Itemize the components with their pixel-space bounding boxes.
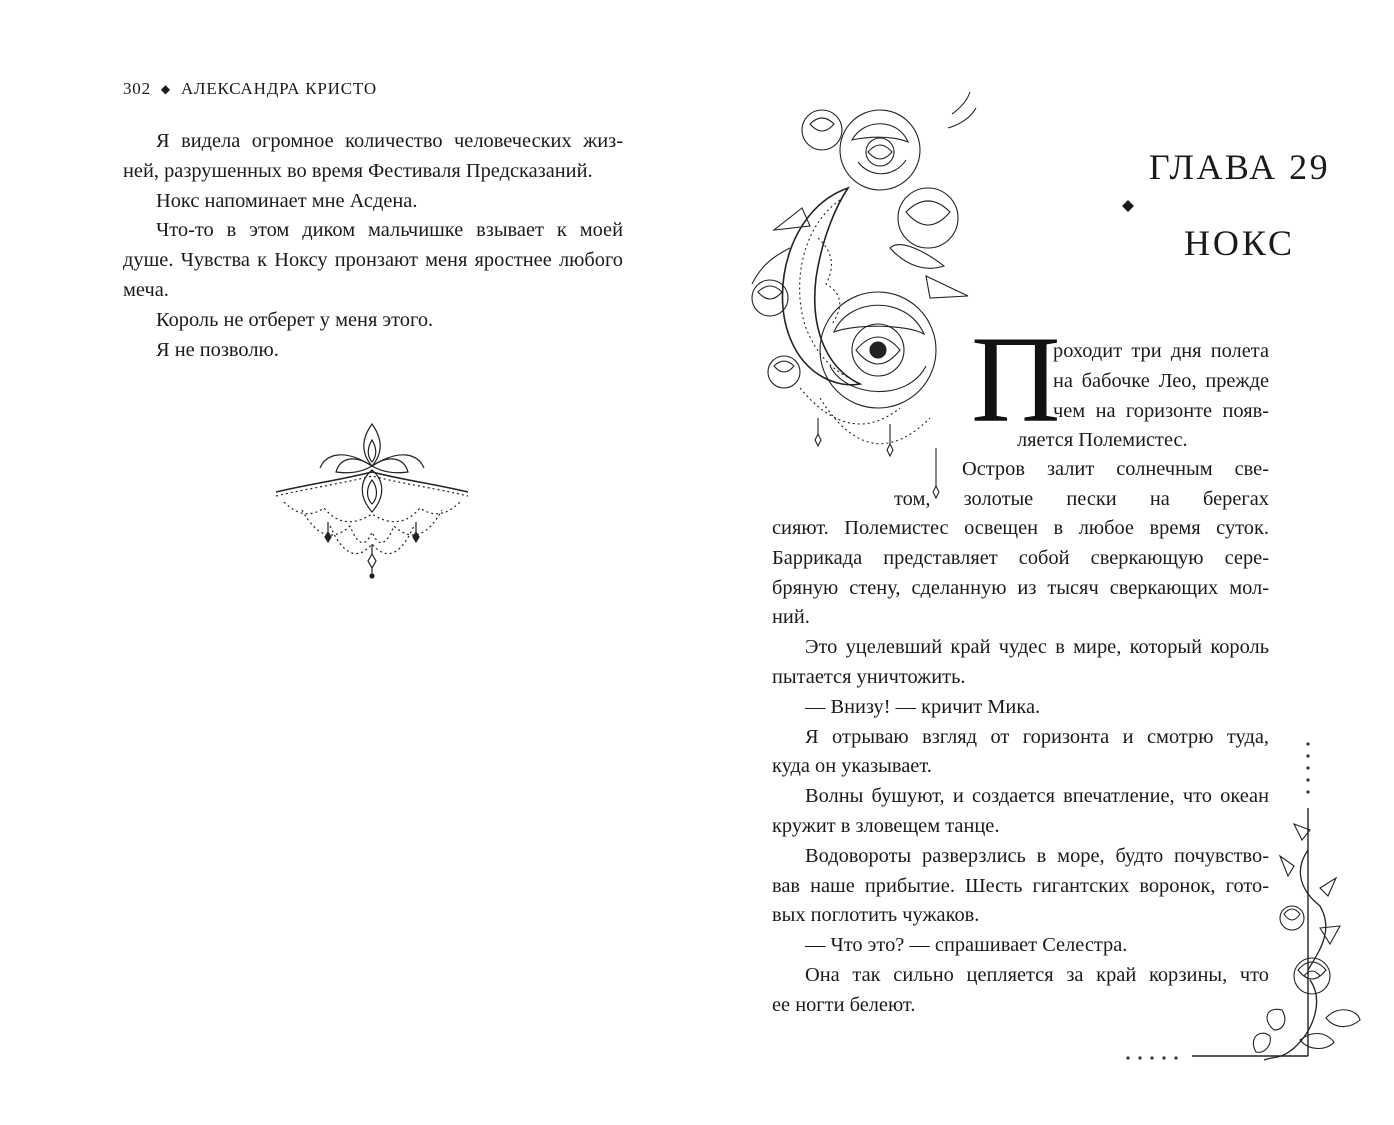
text-line: вых поглотить чужаков. — [772, 904, 980, 927]
text-line: ее ногти белеют. — [772, 993, 916, 1016]
rose-vine-border-icon — [1124, 730, 1364, 1070]
text-line: Водовороты разверзлись в море, будто почувство- — [805, 844, 1269, 867]
right-page — [697, 0, 1394, 1125]
wrapped-lines — [894, 455, 1269, 515]
text-line: пытается уничтожить. — [772, 665, 966, 688]
left-body-text — [123, 127, 623, 365]
lotus-ornament-icon — [270, 414, 475, 584]
paragraph — [123, 306, 623, 336]
text-line: меча. — [123, 278, 169, 301]
text-line: — Что это? — спрашивает Селестра. — [805, 934, 1128, 957]
text-line: Я видела огромное количество человеческих жиз- — [156, 130, 623, 152]
text-line: Что-то в этом диком мальчишке взывает к моей — [156, 219, 623, 242]
diamond-icon — [1122, 200, 1134, 212]
text-line: роходит три дня полета — [1053, 340, 1269, 362]
text-line: Она так сильно цепляется за край корзины, что — [805, 963, 1269, 986]
text-line: Я отрываю взгляд от горизонта и смотрю туда, — [805, 725, 1269, 748]
text-line: сияют. Полемистес освещен в любое время суток. — [772, 517, 1269, 539]
text-line: Остров залит солнечным све- — [962, 458, 1269, 480]
text-line: душе. Чувства к Ноксу пронзают меня яростнее любого — [123, 249, 623, 272]
paragraph — [123, 187, 623, 217]
paragraph — [123, 336, 623, 366]
text-line: кружит в зловещем танце. — [772, 814, 1000, 837]
drop-cap: П — [971, 311, 1061, 448]
author-name: АЛЕКСАНДРА КРИСТО — [180, 79, 377, 98]
paragraph — [772, 693, 1269, 723]
text-line: Волны бушуют, и создается впечатление, что океан — [805, 785, 1269, 808]
text-line: Это уцелевший край чудес в мире, который король — [805, 636, 1269, 659]
opening-lines — [1053, 337, 1269, 426]
floral-moon-illustration-icon — [730, 88, 980, 508]
chapter-name: НОКС — [1183, 223, 1296, 263]
text-line: ляется Полемистес. — [1017, 429, 1188, 451]
text-line: ний. — [772, 606, 810, 629]
text-line: Баррикада представляет собой сверкающую сере- — [772, 546, 1269, 569]
opening-lines-end — [1017, 426, 1269, 456]
paragraph — [123, 127, 623, 187]
text-line: — Внизу! — кричит Мика. — [805, 695, 1041, 718]
text-line: том, золотые пески на берегах — [894, 487, 1269, 510]
chapter-label: ГЛАВА 29 — [1148, 147, 1331, 187]
page-number: 302 — [123, 79, 151, 98]
paragraph — [123, 216, 623, 305]
text-line: бряную стену, сделанную из тысяч сверкающих мол- — [772, 576, 1269, 599]
text-line: чем на горизонте появ- — [1053, 399, 1269, 422]
text-line: вав наше прибытие. Шесть гигантских воронок, гото- — [772, 874, 1269, 897]
text-line: Я не позволю. — [156, 338, 279, 361]
text-line: куда он указывает. — [772, 755, 932, 778]
text-line: на бабочке Лео, прежде — [1053, 369, 1269, 392]
running-head — [123, 79, 377, 99]
text-line: Нокс напоминает мне Асдена. — [156, 189, 418, 212]
text-line: ней, разрушенных во время Фестиваля Предсказаний. — [123, 159, 593, 182]
diamond-icon: ◆ — [160, 81, 171, 96]
text-line: Король не отберет у меня этого. — [156, 308, 434, 331]
paragraph — [772, 633, 1269, 693]
